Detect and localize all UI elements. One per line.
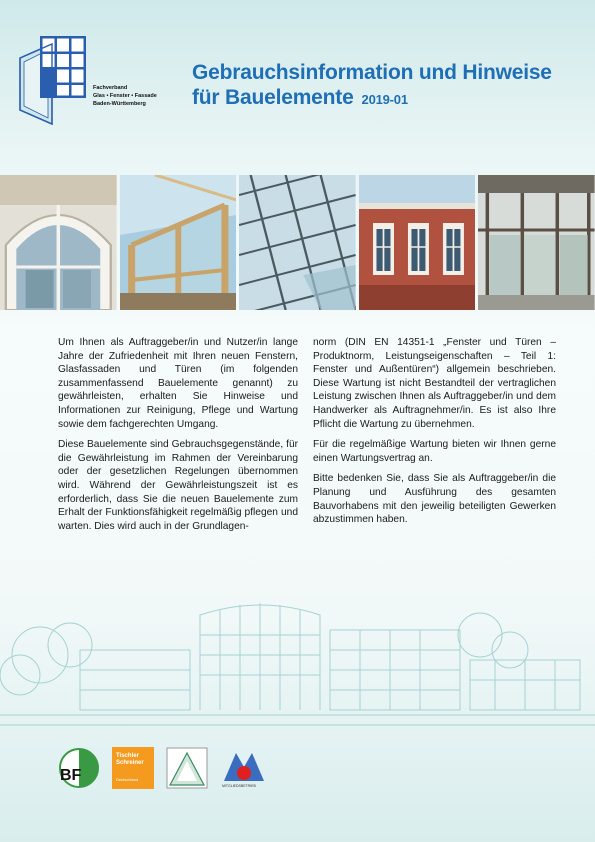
glass-entrance-photo [478,175,595,310]
association-name [93,84,183,108]
body-paragraph: Für die regelmäßige Wartung bieten wir Ihnen gerne einen Wartungsvertrag an. [313,439,556,464]
association-line-2: Glas • Fenster • Fassade [93,93,157,99]
mitgliedsbetrieb-logo-icon [220,747,268,789]
body-paragraph: Um Ihnen als Auftraggeber/in und Nutzer/in lange Jahre der Zufriedenheit mit Ihren neuen Fenstern, Glasfassaden und Türen (im folgenden zusammenfassend Bauelemente genannt) zu gewährleisten, erhalten Sie Hinweise und Informationen zur Reinigung, Pflege und Wartung sowie dem fachgerechten Umgang. [58,337,298,430]
brick-facade-photo [359,175,476,310]
mitgliedsbetrieb-logo [220,747,268,789]
triangle-logo-icon [166,747,208,789]
body-column-right [313,336,556,534]
association-line-3: Baden-Württemberg [93,101,146,107]
tischler-schreiner-logo [112,747,154,789]
title-line-2: für Bauelemente [192,86,354,109]
photo-strip [0,175,595,310]
body-column-left [58,336,298,540]
body-paragraph: Bitte bedenken Sie, dass Sie als Auftraggeber/in die Planung und Ausführung des gesamten Bauvorhabens mit den jeweilig beteiligten Gewerken abzustimmen haben. [313,473,556,526]
bf-logo [58,747,100,789]
title-line-1: Gebrauchsinformation und Hinweise [192,61,552,84]
triangle-logo [166,747,208,789]
glass-roof-photo [120,175,237,310]
body-paragraph: norm (DIN EN 14351-1 „Fenster und Türen – Produktnorm, Leistungseigenschaften – Teil 1: Fenster und Außentüren“) allgemein beschrieben. Diese Wartung ist nicht Bestandteil der vertraglichen Leistung zwischen Ihnen als Auftraggeber/in und dem Handwerker als Auftragnehmer/in. Es ist also Ihre Pflicht die Wartung zu übernehmen. [313,337,556,430]
association-line-1: Fachverband [93,85,128,91]
building-sketch-illustration [0,575,595,735]
body-paragraph: Diese Bauelemente sind Gebrauchsgegenstände, für die Gewährleistung im Rahmen der Vereinbarung oder der gesetzlichen Regelungen übernommen wird. Während der Gewährleistungszeit ist es erforderlich, dass Sie die neuen Bauelemente zum Erhalt der Funktionsfähigkeit regelmäßig pflegen und warten. Dies wird auch in der Grundlagen- [58,439,298,532]
tischler-line-1: Tischler [116,753,139,759]
footer-logos [58,744,268,789]
title-year: 2019-01 [361,92,408,107]
arched-window-photo [0,175,117,310]
tischler-line-2: Schreiner [116,760,144,766]
tischler-line-3: Deutschland [116,777,139,782]
association-logo-icon [18,36,88,126]
bf-logo-text: BF [60,767,82,784]
mitgliedsbetrieb-text: MITGLIEDSBETRIEB [222,784,256,788]
document-title [192,60,587,112]
glass-grid-photo [239,175,356,310]
